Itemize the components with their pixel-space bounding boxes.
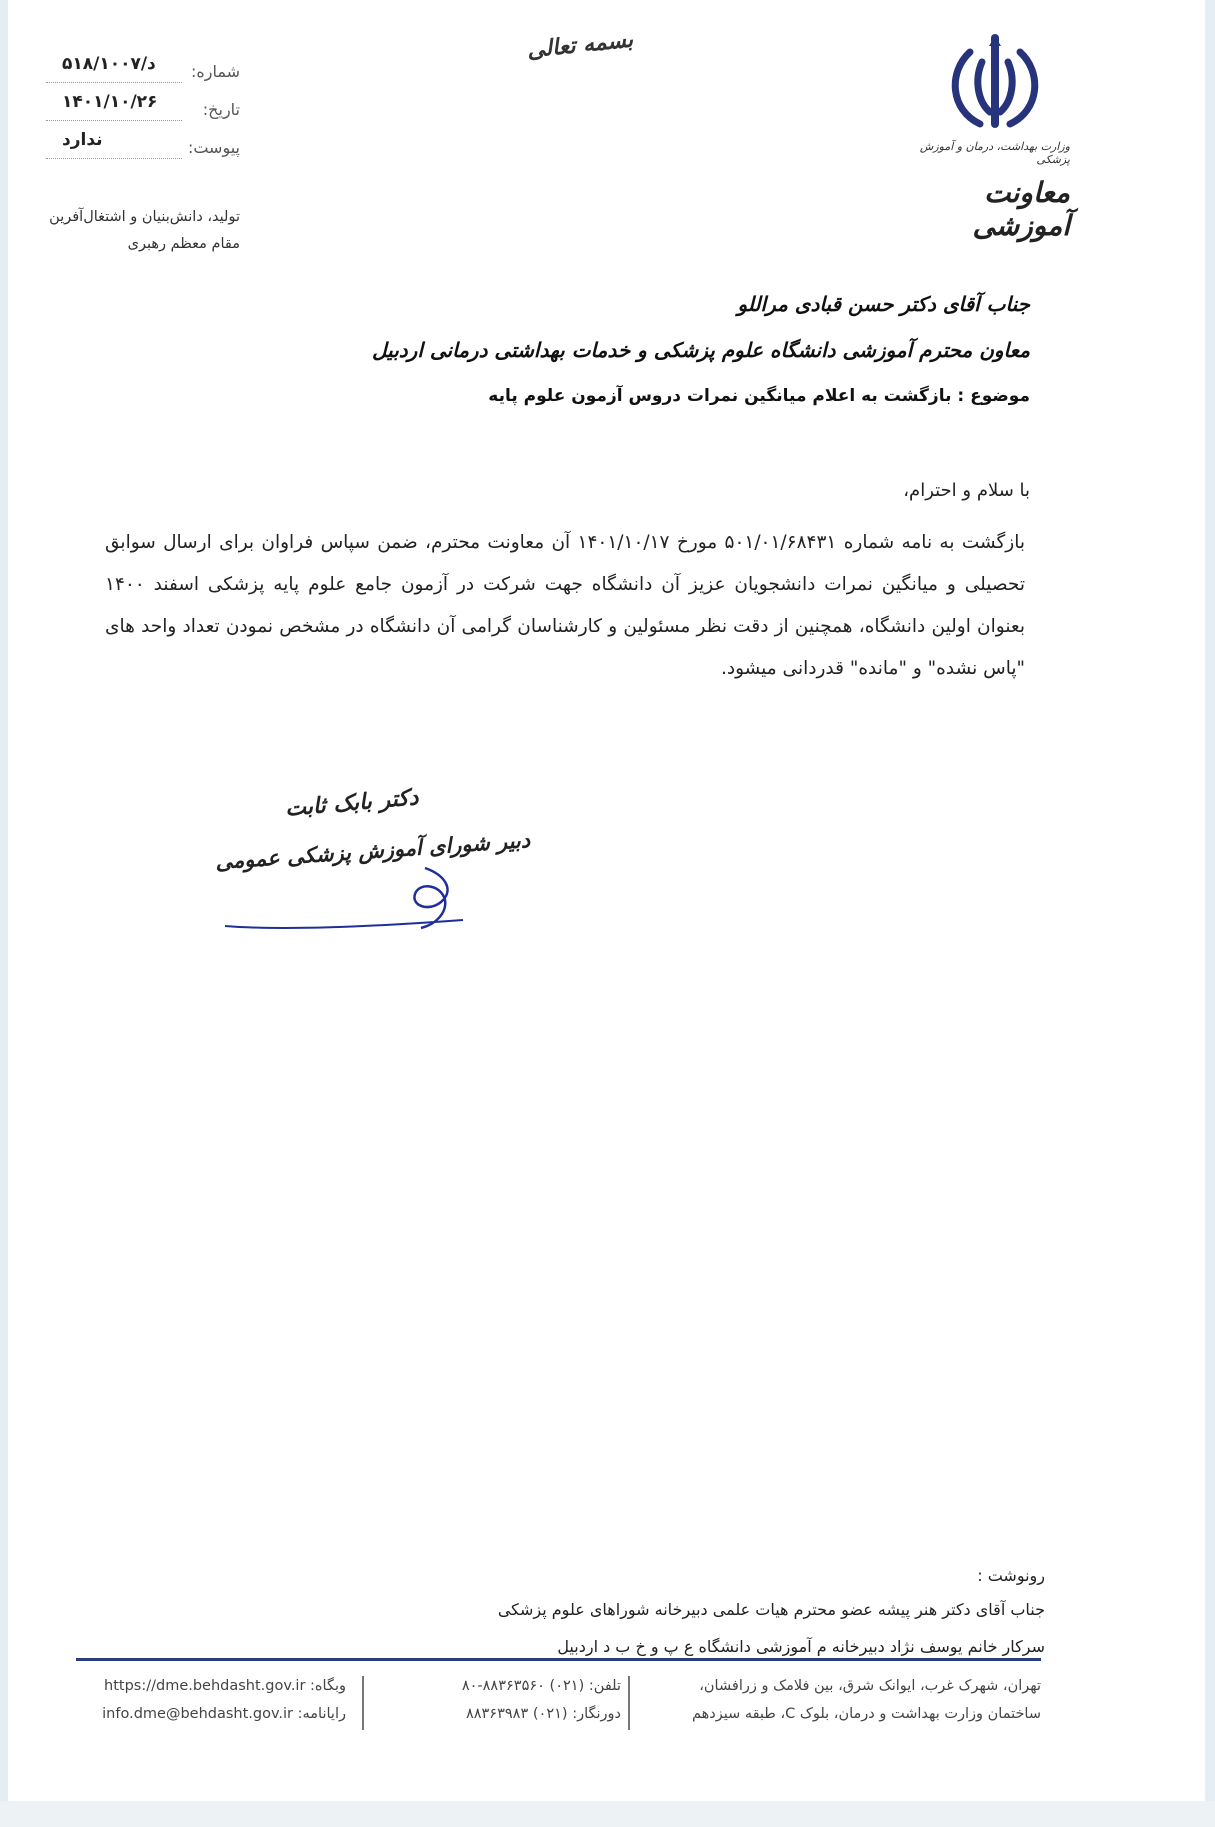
attachment-label: پیوست:: [187, 138, 240, 157]
footer-address: [692, 1672, 1041, 1728]
ministry-name: وزارت بهداشت، درمان و آموزش پزشکی: [919, 140, 1070, 166]
date-label: تاریخ:: [202, 100, 240, 119]
email-link[interactable]: info.dme@behdasht.gov.ir: [102, 1706, 294, 1722]
date-dotted-line: [46, 120, 182, 121]
attachment-dotted-line: [46, 158, 182, 159]
viewer-bottom-border: [0, 1801, 1215, 1827]
number-row: [40, 52, 240, 90]
attachment-value: ندارد: [62, 130, 103, 150]
letter-meta: [40, 52, 240, 166]
signatory-name: دکتر بابک ثابت: [284, 784, 420, 822]
footer-divider: [628, 1676, 630, 1730]
footer: [76, 1672, 1041, 1732]
email-label: رایانامه:: [297, 1706, 346, 1722]
footer-web: [102, 1672, 346, 1728]
slogan-line: تولید، دانش‌بنیان و اشتغال‌آفرین: [49, 209, 240, 225]
fax-value: (۰۲۱) ۸۸۳۶۳۹۸۳: [465, 1706, 568, 1722]
viewer-left-border: [0, 0, 8, 1827]
footer-rule: [76, 1658, 1041, 1661]
website-link[interactable]: https://dme.behdasht.gov.ir: [104, 1678, 306, 1694]
footer-divider: [362, 1676, 364, 1730]
iran-emblem-icon: [940, 32, 1050, 132]
letter-body: بازگشت به نامه شماره ۵۰۱/۰۱/۶۸۴۳۱ مورخ ۱۴۰۱/۱۰/۱۷ آن معاونت محترم، ضمن سپاس فراوان برای ارسال سوابق تحصیلی و میانگین نمرات دانشجویان عزیز آن دانشگاه جهت شرکت در آزمون جامع علوم پایه پزشکی اسفند ۱۴۰۰ بعنوان اولین دانشگاه، همچنین از دقت نظر مسئولین و کارشناسان گرامی آن دانشگاه در مشخص نمودن تعداد واحد های "پاس نشده" و "مانده" قدردانی میشود.: [105, 532, 1026, 679]
signatory-title: دبیر شورای آموزش پزشکی عمومی: [214, 827, 531, 874]
phone-value: (۰۲۱) ۸۸۳۶۳۵۶۰-۸۰: [461, 1678, 585, 1694]
phone-label: تلفن:: [588, 1678, 621, 1694]
address-line: تهران، شهرک غرب، ایوانک شرق، بین فلامک و زرافشان،: [699, 1678, 1041, 1694]
greeting: با سلام و احترام،: [903, 480, 1030, 501]
website-label: وبگاه:: [310, 1678, 346, 1694]
subject-label: موضوع :: [957, 386, 1030, 406]
number-value: د/۵۱۸/۱۰۰۷: [62, 54, 156, 74]
addressee-title: معاون محترم آموزشی دانشگاه علوم پزشکی و خدمات بهداشتی درمانی اردبیل: [372, 338, 1030, 362]
signature-block: [214, 784, 531, 940]
cc-title: رونوشت :: [977, 1566, 1045, 1585]
footer-contact: [462, 1672, 621, 1728]
cc-recipient: جناب آقای دکتر هنر پیشه عضو محترم هیات علمی دبیرخانه شوراهای علوم پزشکی: [497, 1600, 1045, 1619]
bismillah: بسمه تعالی: [525, 26, 635, 64]
subject-line: [200, 386, 1030, 406]
addressee-name: جناب آقای دکتر حسن قبادی مراللو: [737, 292, 1030, 316]
address-line: ساختمان وزارت بهداشت و درمان، بلوک C، طبقه سیزدهم: [691, 1706, 1041, 1722]
date-value: ۱۴۰۱/۱۰/۲۶: [62, 92, 158, 112]
fax-label: دورنگار:: [572, 1706, 621, 1722]
slogan: [20, 204, 240, 258]
subject-text: بازگشت به اعلام میانگین نمرات دروس آزمون علوم پایه: [488, 386, 952, 406]
number-dotted-line: [46, 82, 182, 83]
deputy-name: معاونت آموزشی: [972, 176, 1070, 242]
number-label: شماره:: [190, 62, 240, 81]
viewer-right-border: [1205, 0, 1215, 1827]
cc-recipient: سرکار خانم یوسف نژاد دبیرخانه م آموزشی دانشگاه ع پ و خ ب د اردبیل: [557, 1637, 1045, 1656]
attachment-row: [40, 128, 240, 166]
date-row: [40, 90, 240, 128]
slogan-attribution: مقام معظم رهبری: [127, 236, 240, 252]
